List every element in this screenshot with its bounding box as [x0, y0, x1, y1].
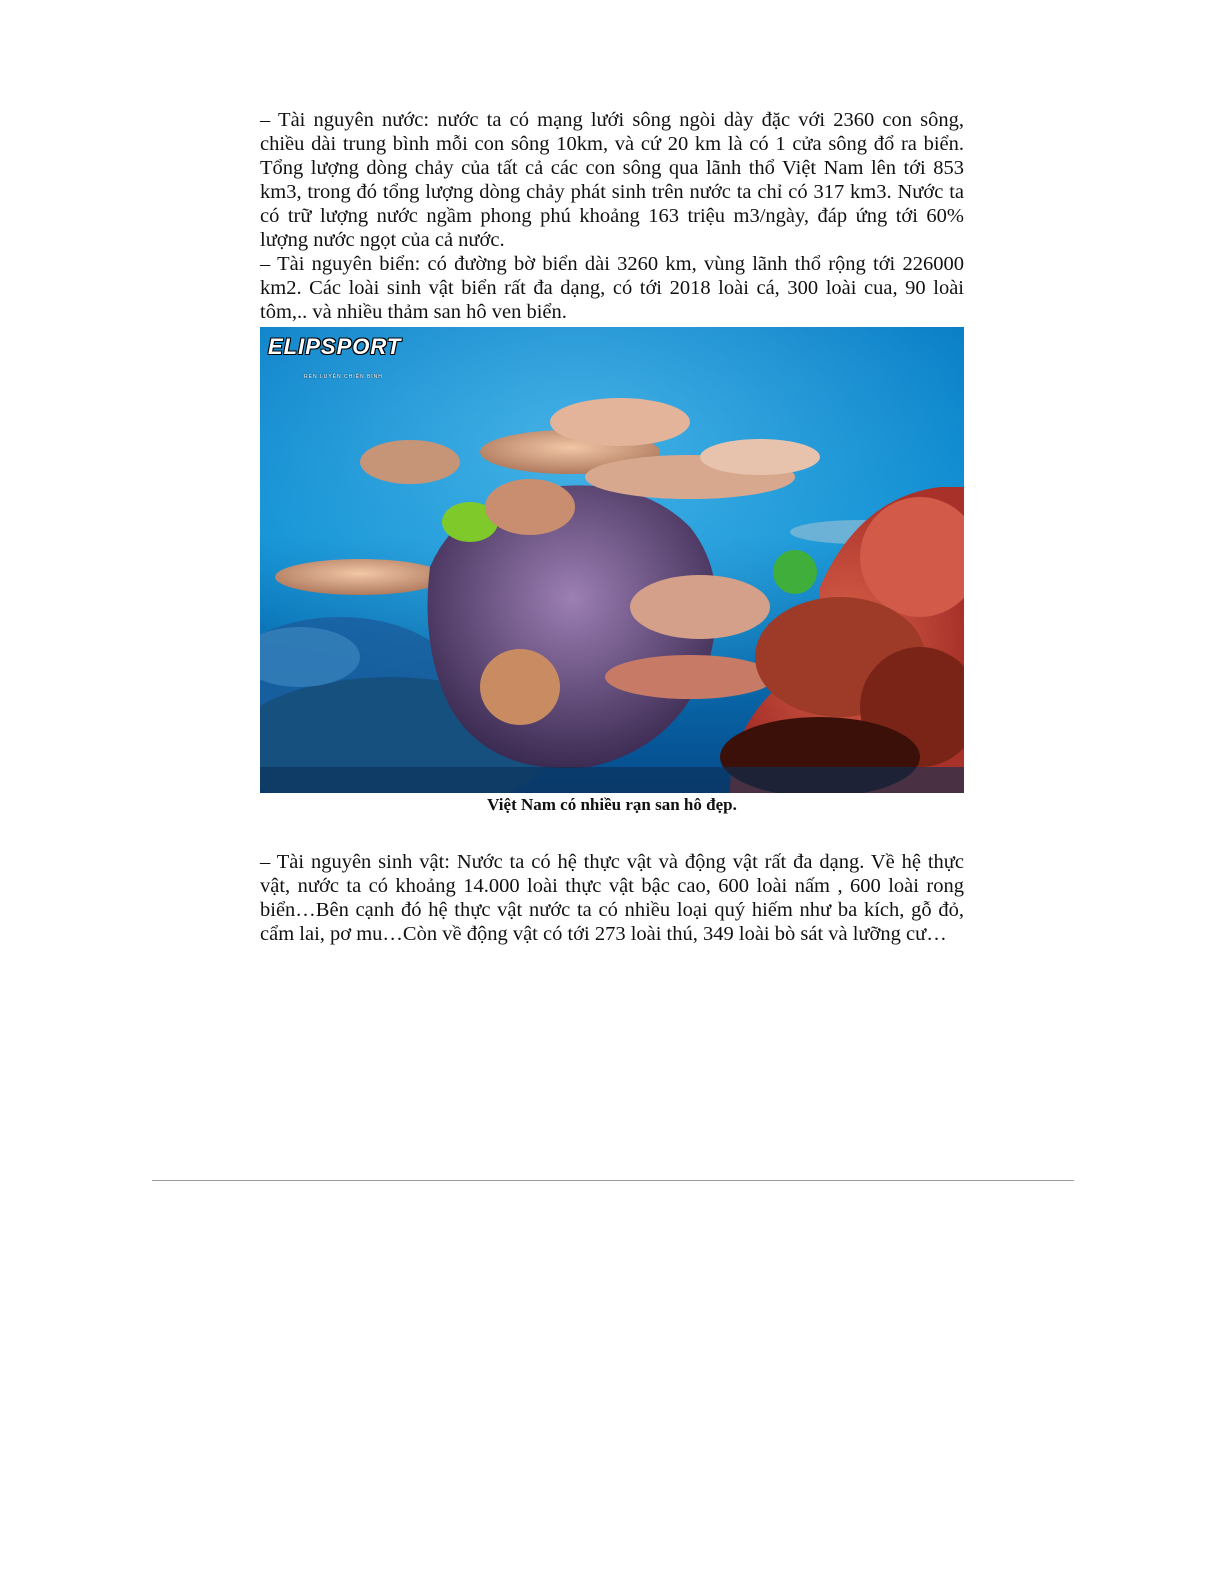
figure-caption: Việt Nam có nhiều rạn san hô đẹp.	[487, 795, 737, 814]
paragraph-sea-resources: – Tài nguyên biển: có đường bờ biển dài 3260 km, vùng lãnh thổ rộng tới 226000 km2. Các loài sinh vật biển rất đa dạng, có tới 2018 loài cá, 300 loài cua, 90 loài tôm,.. và nhiều thảm san hô ven biển.	[260, 253, 964, 323]
coral-reef-illustration	[260, 327, 964, 793]
document-body	[260, 108, 964, 946]
elipsport-logo: ELIPSPORT	[268, 334, 402, 359]
paragraph-biological-resources: – Tài nguyên sinh vật: Nước ta có hệ thực vật và động vật rất đa dạng. Về hệ thực vật, nước ta có khoảng 14.000 loài thực vật bậc cao, 600 loài nấm , 600 loài rong biển…Bên cạnh đó hệ thực vật nước ta có nhiều loại quý hiếm như ba kích, gỗ đỏ, cẩm lai, pơ mu…Còn về động vật có tới 273 loài thú, 349 loài bò sát và lưỡng cư…	[260, 851, 964, 945]
elipsport-logo-tagline: RÈN LUYỆN CHIẾN BINH	[304, 374, 383, 380]
footer-divider	[152, 1180, 1074, 1181]
paragraph-water-resources: – Tài nguyên nước: nước ta có mạng lưới sông ngòi dày đặc với 2360 con sông, chiều dài trung bình mỗi con sông 10km, và cứ 20 km là có 1 cửa sông đổ ra biển. Tổng lượng dòng chảy của tất cả các con sông qua lãnh thổ Việt Nam lên tới 853 km3, trong đó tổng lượng dòng chảy phát sinh trên nước ta chỉ có 317 km3. Nước ta có trữ lượng nước ngầm phong phú khoảng 163 triệu m3/ngày, đáp ứng tới 60% lượng nước ngọt của cả nước.	[260, 109, 964, 251]
coral-reef-photo	[260, 327, 964, 793]
